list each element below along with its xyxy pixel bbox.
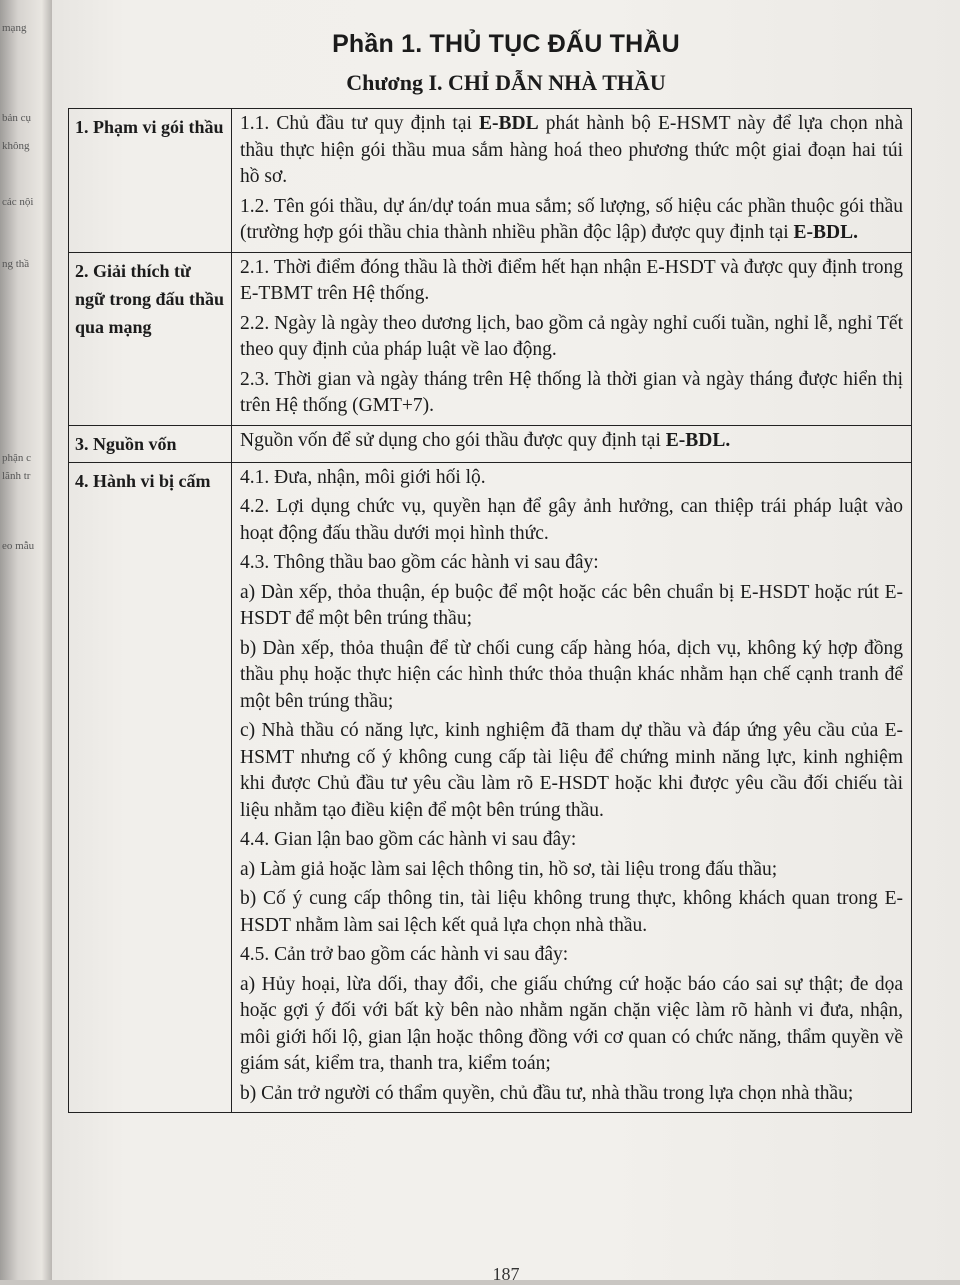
text-segment: 1.1. Chủ đầu tư quy định tại [240,113,480,134]
bold-reference: E-BDL. [793,222,859,243]
bold-reference: E-BDL [479,113,539,134]
row-label: 1. Phạm vi gói thầu [69,109,232,253]
text-segment: b) Cố ý cung cấp thông tin, tài liệu không trung thực, không khách quan trong E-HSDT nhằm làm sai lệch kết quả lựa chọn nhà thầu. [240,888,903,936]
text-segment: b) Cản trở người có thẩm quyền, chủ đầu tư, nhà thầu trong lựa chọn nhà thầu; [240,1082,854,1104]
clause-paragraph [240,827,903,854]
text-segment: 4.5. Cản trở bao gồm các hành vi sau đây: [240,944,569,965]
clause-paragraph [240,886,903,939]
margin-fragment: eo mẫu [2,540,35,552]
text-segment: 4.3. Thông thầu bao gồm các hành vi sau đây: [240,552,599,573]
clause-paragraph [240,857,903,884]
text-segment: 4.4. Gian lận bao gồm các hành vi sau đây: [240,829,577,850]
table-row [69,109,912,253]
table-row [69,462,912,1113]
row-content [232,109,912,253]
clause-paragraph [240,111,903,191]
clause-paragraph [240,636,903,716]
bold-reference: E-BDL. [665,429,731,451]
clause-paragraph [240,580,903,633]
text-segment: a) Làm giả hoặc làm sai lệch thông tin, hồ sơ, tài liệu trong đấu thầu; [240,858,778,880]
part-title: Phần 1. THỦ TỤC ĐẤU THẦU [332,30,680,58]
text-segment: a) Hủy hoại, lừa dối, thay đổi, che giấu chứng cứ hoặc báo cáo sai sự thật; đe dọa hoặc gợi ý đối với bất kỳ bên nào nhằm ngăn chặn việc làm rõ hành vi đưa, nhận, môi giới hối lộ, gian lận hoặc thông đồng với cơ quan có chức năng, thẩm quyền về giám sát, kiểm tra, thanh tra, kiểm toán; [240,973,903,1074]
margin-fragment: phận c [2,452,32,464]
clause-paragraph [240,428,903,455]
text-segment: 2.1. Thời điểm đóng thầu là thời điểm hết hạn nhận E-HSDT và được quy định trong E-TBMT trên Hệ thống. [240,256,903,304]
row-label: 3. Nguồn vốn [69,425,232,462]
clause-paragraph [240,494,903,547]
margin-fragment: lãnh tr [2,470,31,482]
table-row [69,425,912,462]
text-segment: b) Dàn xếp, thỏa thuận để từ chối cung cấp hàng hóa, dịch vụ, không ký hợp đồng thầu phụ hoặc thực hiện các hình thức thỏa thuận khác nhằm hạn chế cạnh tranh để một bên trúng thầu; [240,637,903,712]
page-number: 187 [492,1264,520,1284]
row-content [232,462,912,1113]
clause-paragraph [240,942,903,969]
adjacent-page-edge [0,0,52,1280]
text-segment: 4.2. Lợi dụng chức vụ, quyền hạn để gây ảnh hưởng, can thiệp trái pháp luật vào hoạt động đấu thầu dưới mọi hình thức. [240,496,903,544]
row-content [232,425,912,462]
clause-paragraph [240,194,903,247]
text-segment: 2.3. Thời gian và ngày tháng trên Hệ thống là thời gian và ngày tháng được hiển thị trên Hệ thống (GMT+7). [240,368,903,416]
clause-paragraph [240,1081,903,1108]
clause-paragraph [240,718,903,824]
text-segment: 4.1. Đưa, nhận, môi giới hối lộ. [240,466,486,488]
clause-paragraph [240,972,903,1078]
text-segment: a) Dàn xếp, thỏa thuận, ép buộc để một hoặc các bên chuẩn bị E-HSDT hoặc rút E-HSDT để một bên trúng thầu; [240,581,903,629]
clause-paragraph [240,367,903,420]
chapter-title: Chương I. CHỈ DẪN NHÀ THẦU [346,70,666,95]
margin-fragment: không [2,140,30,152]
margin-fragment: mạng [2,22,27,34]
document-page [52,0,960,1284]
text-segment: 1.2. Tên gói thầu, dự án/dự toán mua sắm; số lượng, số hiệu các phần thuộc gói thầu (trường hợp gói thầu chia thành nhiều phần độc lập) được quy định tại [240,195,903,243]
text-segment: 2.2. Ngày là ngày theo dương lịch, bao gồm cả ngày nghỉ cuối tuần, nghỉ lễ, nghỉ Tết theo quy định của pháp luật về lao động. [240,312,903,360]
margin-fragment: ng thầ [2,258,30,270]
clause-paragraph [240,255,903,308]
text-segment: c) Nhà thầu có năng lực, kinh nghiệm đã tham dự thầu và đáp ứng yêu cầu của E-HSMT nhưng cố ý không cung cấp tài liệu để chứng minh năng lực, kinh nghiệm khi được Chủ đầu tư yêu cầu làm rõ E-HSDT hoặc khi được yêu cầu đối chiếu tài liệu nhằm tạo điều kiện để một bên trúng thầu. [240,720,903,821]
text-segment: Nguồn vốn để sử dụng cho gói thầu được quy định tại [240,429,666,451]
clause-paragraph [240,550,903,577]
clause-paragraph [240,465,903,492]
margin-fragment: bản cụ [2,112,32,124]
row-label: 4. Hành vi bị cấm [69,462,232,1113]
instructions-table [68,108,912,1113]
clause-paragraph [240,311,903,364]
row-content [232,252,912,425]
text-segment: phát hành bộ E-HSMT này để lựa chọn nhà thầu thực hiện gói thầu mua sắm hàng hoá theo phương thức một giai đoạn hai túi hồ sơ. [240,113,903,187]
table-row [69,252,912,425]
row-label: 2. Giải thích từ ngữ trong đấu thầu qua mạng [69,252,232,425]
margin-fragment: các nội [2,196,34,208]
